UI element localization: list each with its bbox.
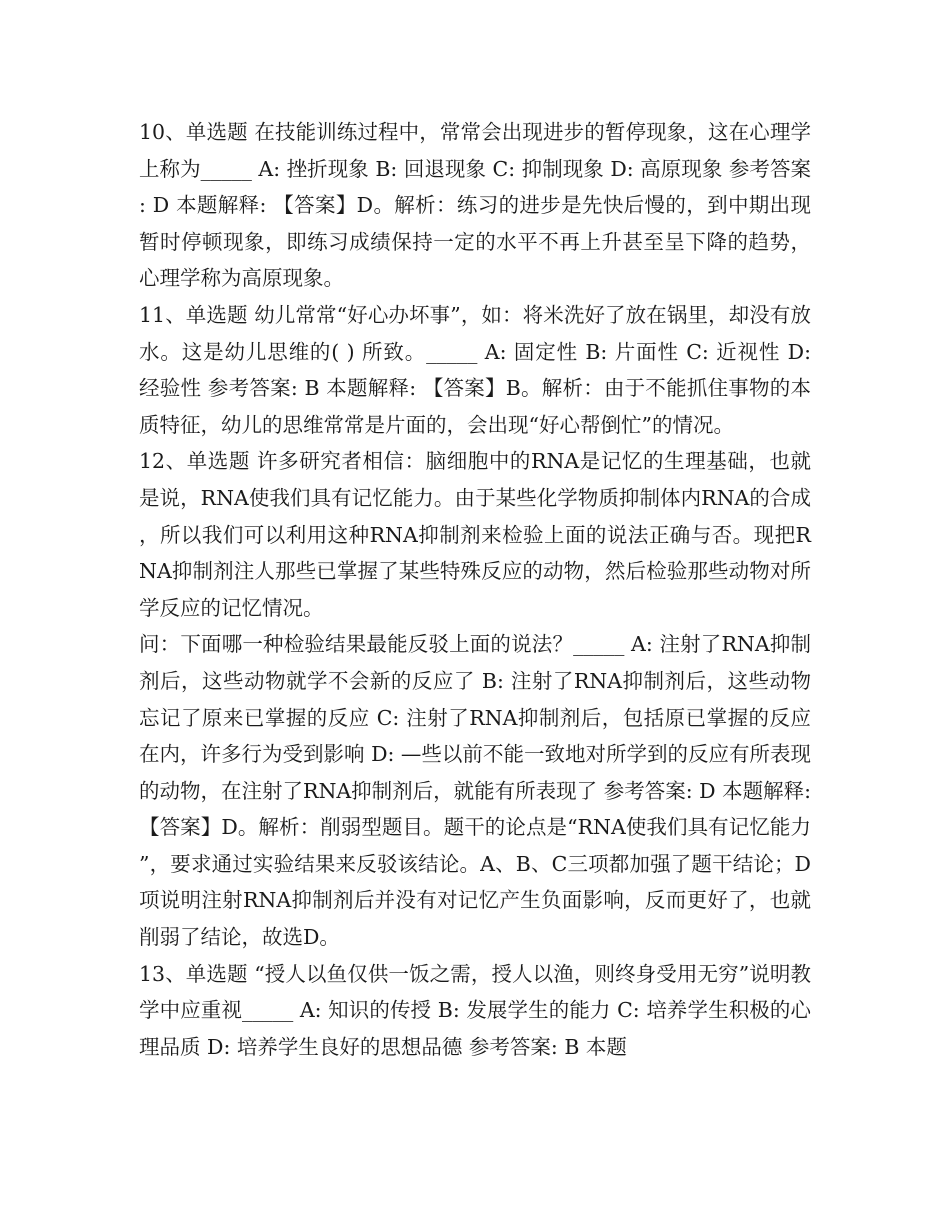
question-12-stem: 12、单选题 许多研究者相信：脑细胞中的RNA是记忆的生理基础，也就是说，RNA使我们具有记忆能力。由于某些化学物质抑制体内RNA的合成，所以我们可以利用这种RNA抑制剂来检验上面的说法正确与否。现把RNA抑制剂注人那些已掌握了某些特殊反应的动物，然后检验那些动物对所学反应的记忆情况。 (139, 449, 811, 620)
document-body (139, 114, 811, 1065)
question-13: 13、单选题 “授人以鱼仅供一饭之需，授人以渔，则终身受用无穷”说明教学中应重视_____ A: 知识的传授 B: 发展学生的能力 C: 培养学生积极的心理品质 D: 培养学生良好的思想品德 参考答案: B 本题 (139, 961, 811, 1059)
question-12-options: 问：下面哪一种检验结果最能反驳上面的说法？_____ A: 注射了RNA抑制剂后，这些动物就学不会新的反应了 B: 注射了RNA抑制剂后，这些动物忘记了原来已掌握的反应 C: 注射了RNA抑制剂后，包括原已掌握的反应在内，许多行为受到影响 D: —些以前不能一致地对所学到的反应有所表现的动物，在注射了RNA抑制剂后，就能有所表现了 参考答案: D 本题解释: 【答案】D。解析：削弱型题目。题干的论点是“RNA使我们具有记忆能力”，要求通过实验结果来反驳该结论。A、B、C三项都加强了题干结论；D项说明注射RNA抑制剂后并没有对记忆产生负面影响，反而更好了，也就削弱了结论，故选D。 (139, 632, 811, 950)
question-11: 11、单选题 幼儿常常“好心办坏事”，如：将米洗好了放在锅里，却没有放水。这是幼儿思维的( ) 所致。_____ A: 固定性 B: 片面性 C: 近视性 D: 经验性 参考答案: B 本题解释: 【答案】B。解析：由于不能抓住事物的本质特征，幼儿的思维常常是片面的，会出现“好心帮倒忙”的情况。 (139, 302, 811, 437)
question-10: 10、单选题 在技能训练过程中，常常会出现进步的暂停现象，这在心理学上称为_____ A: 挫折现象 B: 回退现象 C: 抑制现象 D: 高原现象 参考答案: D 本题解释: 【答案】D。解析：练习的进步是先快后慢的，到中期出现暂时停顿现象，即练习成绩保持一定的水平不再上升甚至呈下降的趋势，心理学称为高原现象。 (139, 120, 811, 291)
